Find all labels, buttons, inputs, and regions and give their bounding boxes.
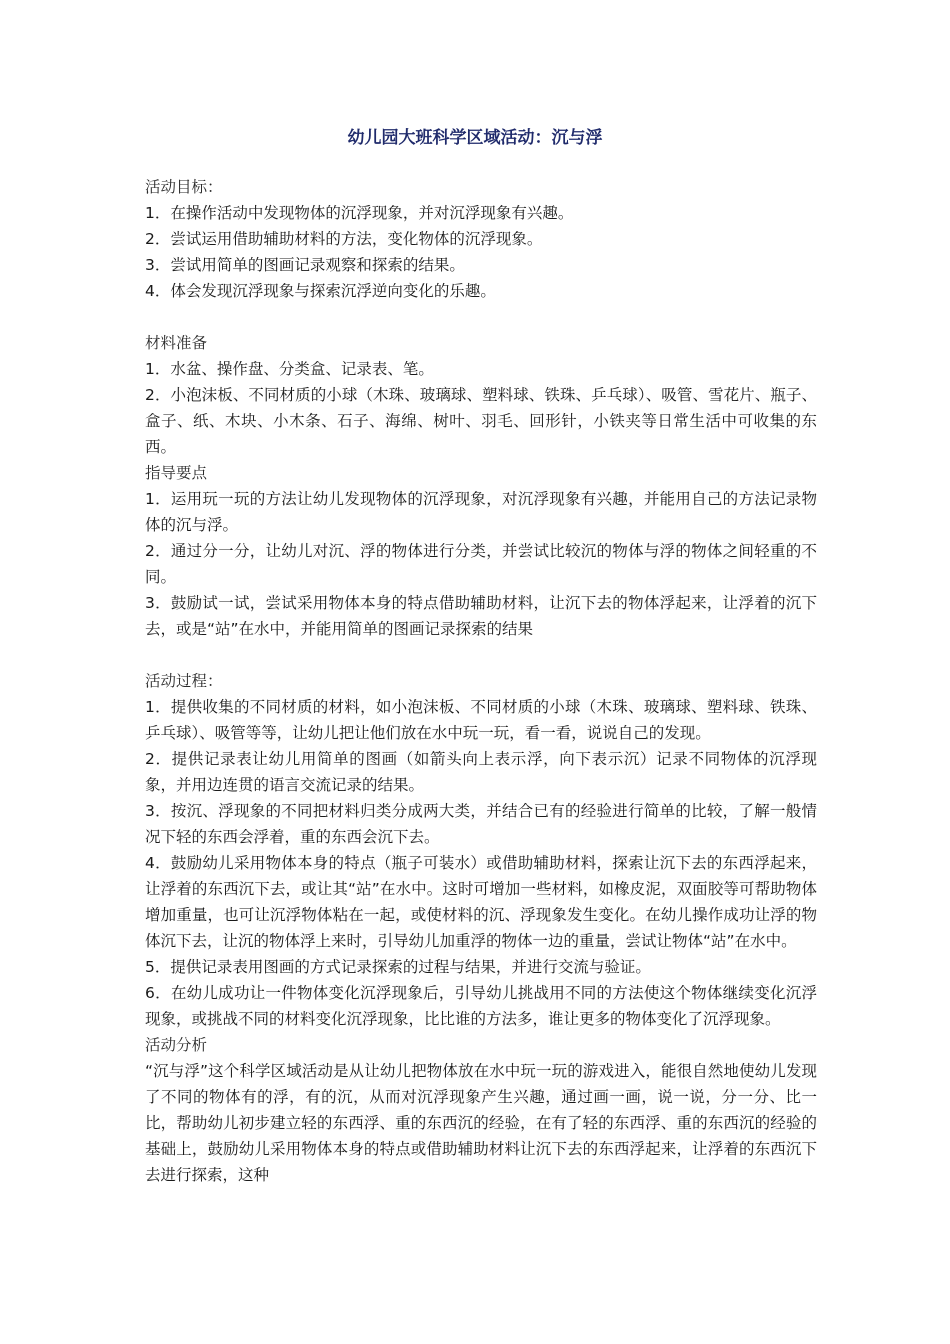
page-title: 幼儿园大班科学区域活动：沉与浮 (347, 128, 603, 148)
goal-item: 3．尝试用简单的图画记录观察和探索的结果。 (145, 256, 465, 274)
material-item: 2．小泡沫板、不同材质的小球（木珠、玻璃球、塑料球、铁珠、乒乓球）、吸管、雪花片、瓶子、盒子、纸、木块、小木条、石子、海绵、树叶、羽毛、回形针，小铁夹等日常生活中可收集的东西。 (145, 386, 817, 456)
process-item: 5．提供记录表用图画的方式记录探索的过程与结果，并进行交流与验证。 (145, 958, 651, 976)
section-heading-goals: 活动目标： (145, 178, 223, 196)
spacer (145, 642, 817, 668)
process-item: 2．提供记录表让幼儿用简单的图画（如箭头向上表示浮，向下表示沉）记录不同物体的沉浮现象，并用边连贯的语言交流记录的结果。 (145, 750, 817, 794)
process-item: 4．鼓励幼儿采用物体本身的特点（瓶子可装水）或借助辅助材料，探索让沉下去的东西浮起来，让浮着的东西沉下去，或让其“站”在水中。这时可增加一些材料，如橡皮泥，双面胶等可帮助物体增加重量，也可让沉浮物体粘在一起，或使材料的沉、浮现象发生变化。在幼儿操作成功让浮的物体沉下去，让沉的物体浮上来时，引导幼儿加重浮的物体一边的重量，尝试让物体“站”在水中。 (145, 854, 817, 950)
section-heading-materials: 材料准备 (145, 334, 208, 352)
goal-item: 4．体会发现沉浮现象与探索沉浮逆向变化的乐趣。 (145, 282, 496, 300)
guidance-item: 2．通过分一分，让幼儿对沉、浮的物体进行分类，并尝试比较沉的物体与浮的物体之间轻重的不同。 (145, 542, 817, 586)
goal-item: 2．尝试运用借助辅助材料的方法，变化物体的沉浮现象。 (145, 230, 543, 248)
section-heading-process: 活动过程： (145, 672, 223, 690)
material-item: 1．水盆、操作盘、分类盒、记录表、笔。 (145, 360, 434, 378)
document-body (145, 174, 817, 1188)
section-heading-guidance: 指导要点 (145, 464, 208, 482)
process-item: 1．提供收集的不同材质的材料，如小泡沫板、不同材质的小球（木珠、玻璃球、塑料球、铁珠、乒乓球）、吸管等等，让幼儿把让他们放在水中玩一玩，看一看，说说自己的发现。 (145, 698, 817, 742)
process-item: 6．在幼儿成功让一件物体变化沉浮现象后，引导幼儿挑战用不同的方法使这个物体继续变化沉浮现象，或挑战不同的材料变化沉浮现象，比比谁的方法多，谁让更多的物体变化了沉浮现象。 (145, 984, 817, 1028)
goal-item: 1．在操作活动中发现物体的沉浮现象，并对沉浮现象有兴趣。 (145, 204, 574, 222)
guidance-item: 1．运用玩一玩的方法让幼儿发现物体的沉浮现象，对沉浮现象有兴趣，并能用自己的方法记录物体的沉与浮。 (145, 490, 817, 534)
section-heading-analysis: 活动分析 (145, 1036, 208, 1054)
analysis-paragraph: “沉与浮”这个科学区域活动是从让幼儿把物体放在水中玩一玩的游戏进入，能很自然地使幼儿发现了不同的物体有的浮，有的沉，从而对沉浮现象产生兴趣，通过画一画，说一说，分一分、比一比，帮助幼儿初步建立轻的东西浮、重的东西沉的经验，在有了轻的东西浮、重的东西沉的经验的基础上，鼓励幼儿采用物体本身的特点或借助辅助材料让沉下去的东西浮起来，让浮着的东西沉下去进行探索，这种 (145, 1062, 817, 1184)
process-item: 3．按沉、浮现象的不同把材料归类分成两大类，并结合已有的经验进行简单的比较，了解一般情况下轻的东西会浮着，重的东西会沉下去。 (145, 802, 817, 846)
guidance-item: 3．鼓励试一试，尝试采用物体本身的特点借助辅助材料，让沉下去的物体浮起来，让浮着的沉下去，或是“站”在水中，并能用简单的图画记录探索的结果 (145, 594, 817, 638)
spacer (145, 304, 817, 330)
